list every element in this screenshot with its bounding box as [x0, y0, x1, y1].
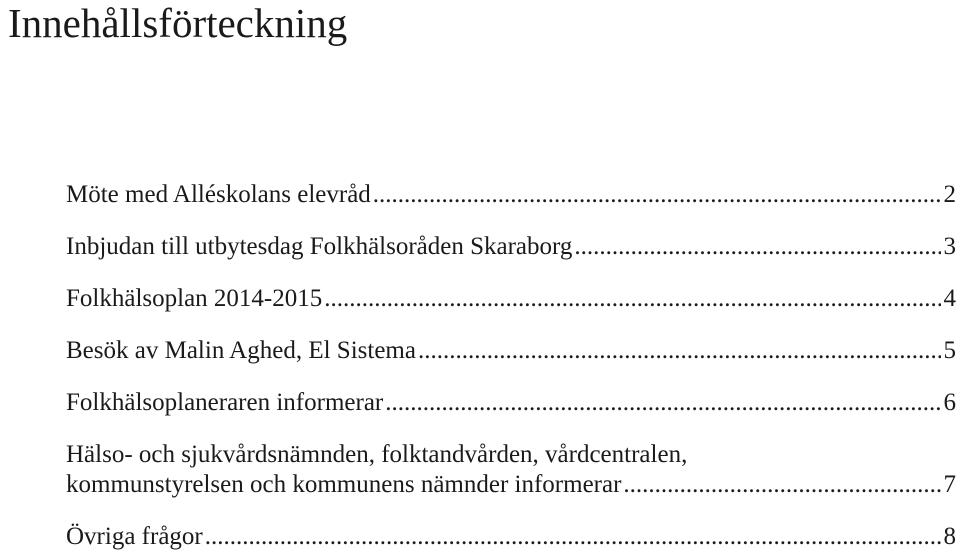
- toc-page-number: 8: [943, 523, 956, 550]
- toc-page-number: 4: [943, 285, 956, 312]
- table-of-contents: [66, 180, 956, 552]
- dot-leader: [373, 180, 941, 210]
- toc-page-number: 2: [943, 181, 956, 208]
- toc-entry-title: Övriga frågor: [66, 523, 203, 550]
- toc-entry[interactable]: [66, 180, 956, 210]
- toc-entry-title: Folkhälsoplan 2014-2015: [66, 285, 323, 312]
- toc-entry[interactable]: [66, 440, 956, 500]
- dot-leader: [418, 336, 941, 366]
- toc-page-number: 3: [943, 233, 956, 260]
- toc-entry-title: Möte med Alléskolans elevråd: [66, 181, 371, 208]
- page-title: Innehållsförteckning: [8, 0, 348, 46]
- dot-leader: [324, 284, 940, 314]
- toc-page-number: 6: [943, 389, 956, 416]
- dot-leader: [385, 388, 940, 418]
- toc-entry-title: Folkhälsoplaneraren informerar: [66, 389, 384, 416]
- toc-entry-title: Besök av Malin Aghed, El Sistema: [66, 337, 416, 364]
- toc-entry[interactable]: [66, 522, 956, 552]
- toc-entry-title-line1: Hälso- och sjukvårdsnämnden, folktandvården, vårdcentralen,: [66, 441, 688, 468]
- toc-entry[interactable]: [66, 336, 956, 366]
- dot-leader: [205, 522, 941, 552]
- toc-entry-title-line2: kommunstyrelsen och kommunens nämnder informerar: [66, 471, 622, 498]
- dot-leader: [574, 232, 940, 262]
- toc-page-number: 5: [943, 337, 956, 364]
- toc-entry-title: Inbjudan till utbytesdag Folkhälsoråden Skaraborg: [66, 233, 573, 260]
- toc-entry[interactable]: [66, 232, 956, 262]
- toc-entry[interactable]: [66, 388, 956, 418]
- toc-entry[interactable]: [66, 284, 956, 314]
- dot-leader: [623, 470, 940, 500]
- toc-page-number: 7: [943, 471, 956, 498]
